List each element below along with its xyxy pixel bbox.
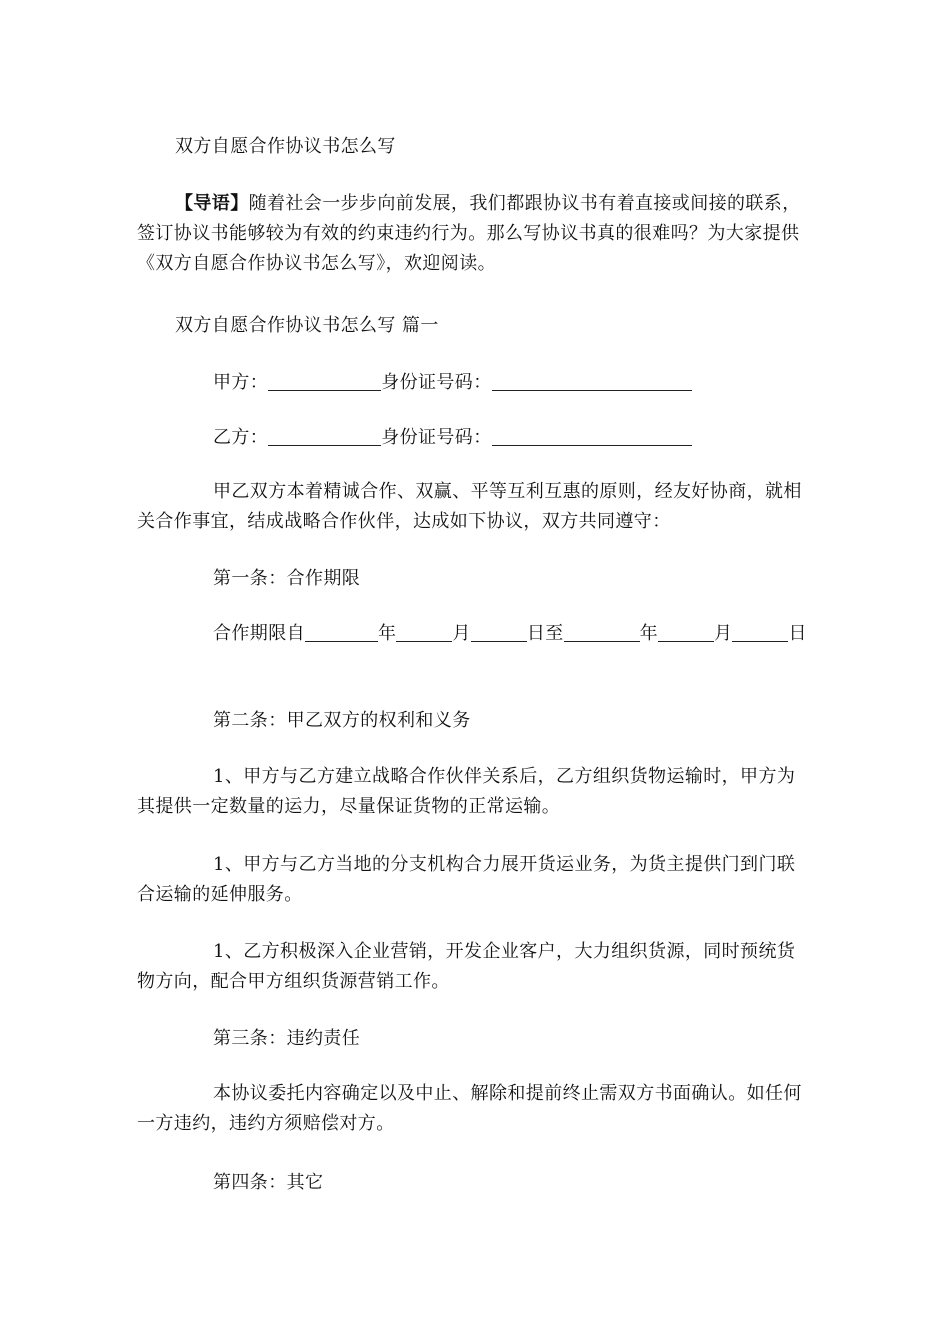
end-month-blank [658,623,714,642]
period-prefix: 合作期限自 [213,623,305,644]
end-day-label: 日 [788,623,807,644]
article3-paragraph: 本协议委托内容确定以及中止、解除和提前终止需双方书面确认。如任何一方违约，违约方须赔偿对方。 [137,1083,802,1134]
intro-text: 随着社会一步步向前发展，我们都跟协议书有着直接或间接的联系，签订协议书能够较为有效的约束违约行为。那么写协议书真的很难吗？为大家提供《双方自愿合作协议书怎么写》，欢迎阅读。 [137,193,801,274]
section-title: 双方自愿合作协议书怎么写 篇一 [175,315,439,336]
party-b-name-blank [268,427,381,446]
party-a-line [137,368,813,398]
start-year-blank [305,623,378,642]
end-month-label: 月 [714,623,733,644]
day-to-label: 日至 [526,623,564,644]
intro-tag: 【导语】 [175,193,249,214]
end-year-blank [564,623,640,642]
party-a-name-blank [268,372,381,391]
article2-item-2: 1、甲方与乙方当地的分支机构合力展开货运业务，为货主提供门到门联合运输的延伸服务。 [137,854,796,905]
party-a-id-label: 身份证号码： [381,372,492,393]
end-year-label: 年 [639,623,659,644]
intro-paragraph [137,189,813,279]
article4-heading: 第四条：其它 [213,1172,324,1193]
party-b-line [137,423,813,453]
article3-heading: 第三条：违约责任 [213,1028,361,1049]
party-a-label: 甲方： [213,372,269,393]
preamble-paragraph: 甲乙双方本着精诚合作、双赢、平等互利互惠的原则，经友好协商，就相关合作事宜，结成战略合作伙伴，达成如下协议，双方共同遵守： [137,481,802,532]
end-day-blank [732,623,788,642]
start-day-blank [471,623,527,642]
article2-heading: 第二条：甲乙双方的权利和义务 [213,710,471,731]
start-year-label: 年 [378,623,397,644]
party-b-id-blank [492,427,692,446]
party-b-label: 乙方： [213,427,269,448]
doc-title: 双方自愿合作协议书怎么写 [175,136,396,157]
article2-item-3: 1、乙方积极深入企业营销，开发企业客户，大力组织货源，同时预统货物方向，配合甲方组织货源营销工作。 [137,941,796,992]
article1-heading: 第一条：合作期限 [213,568,361,589]
start-month-blank [396,623,452,642]
article2-item-1: 1、甲方与乙方建立战略合作伙伴关系后，乙方组织货物运输时，甲方为其提供一定数量的运力，尽量保证货物的正常运输。 [137,766,796,817]
article1-period-line [137,619,813,649]
party-b-id-label: 身份证号码： [381,427,492,448]
start-month-label: 月 [452,623,471,644]
party-a-id-blank [492,372,692,391]
